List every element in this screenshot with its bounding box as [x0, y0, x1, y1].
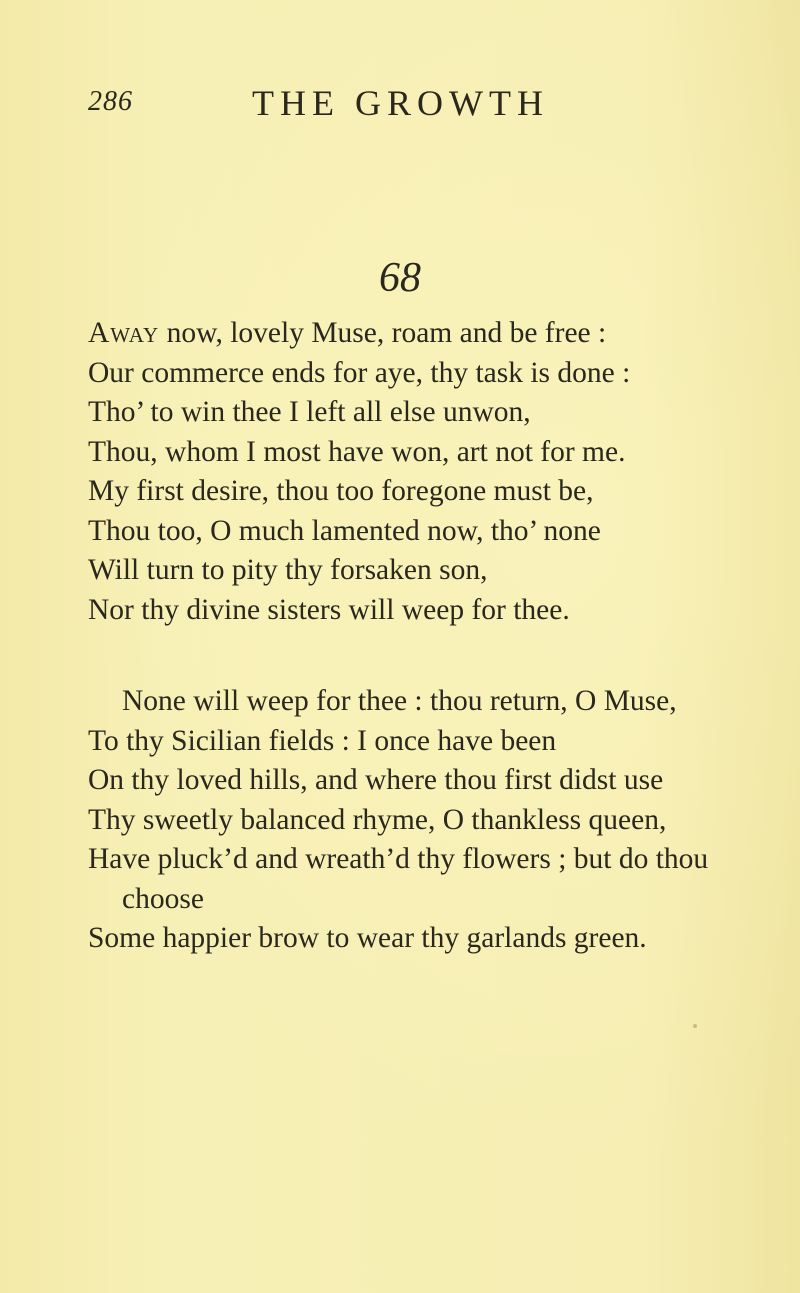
- poem-line: Have pluck’d and wreath’d thy flowers ; but do thou: [88, 843, 709, 875]
- poem-line: None will weep for thee : thou return, O Muse,: [122, 685, 677, 717]
- paper-speck: [693, 1024, 697, 1028]
- poem-line: To thy Sicilian fields : I once have been: [88, 724, 557, 757]
- poem-line: Thy sweetly balanced rhyme, O thankless queen,: [88, 803, 667, 836]
- running-title: THE GROWTH: [252, 83, 549, 123]
- poem-line: Thou too, O much lamented now, tho’ none: [88, 514, 601, 547]
- page-number: 286: [88, 86, 133, 117]
- poem-line: Our commerce ends for aye, thy task is done :: [88, 356, 631, 389]
- poem-opening-word: Away: [88, 317, 160, 349]
- stanza-2: [88, 682, 768, 959]
- poem-line: Some happier brow to wear thy garlands green.: [88, 922, 647, 954]
- poem-line: On thy loved hills, and where thou first didst use: [88, 764, 664, 796]
- poem-line: Will turn to pity thy forsaken son,: [88, 554, 488, 586]
- poem-line-continuation: choose: [122, 882, 204, 915]
- poem-number: 68: [379, 255, 421, 301]
- poem-line: My first desire, thou too foregone must be,: [88, 475, 594, 507]
- poem-line-text: now, lovely Muse, roam and be free :: [159, 317, 607, 349]
- poem-line: Tho’ to win thee I left all else unwon,: [88, 396, 531, 428]
- stanza-1: [88, 314, 768, 630]
- poem-line: [88, 314, 768, 354]
- running-head: [88, 82, 728, 126]
- poem-line: Nor thy divine sisters will weep for thee.: [88, 593, 570, 626]
- poem-line: Thou, whom I most have won, art not for me.: [88, 435, 626, 468]
